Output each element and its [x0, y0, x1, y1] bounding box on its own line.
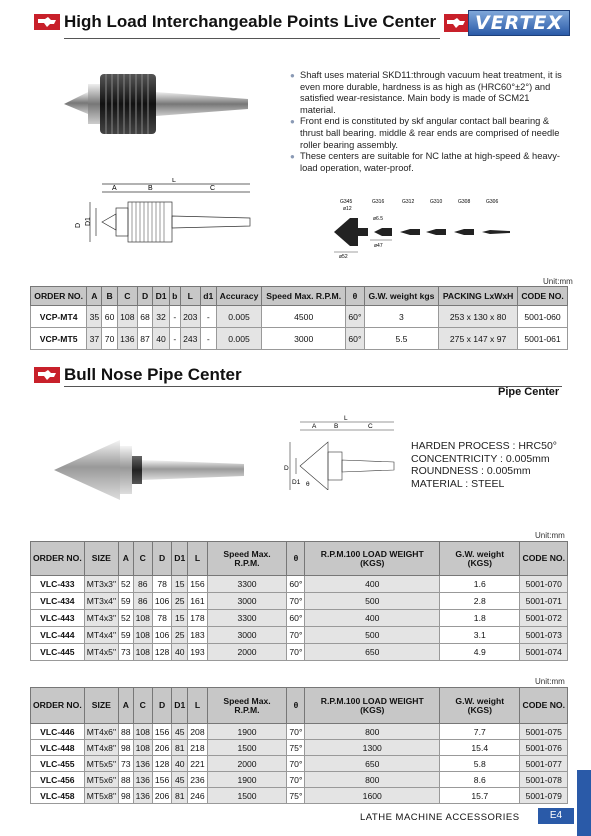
- cell: 4500: [262, 306, 346, 328]
- cell: 88: [119, 724, 134, 740]
- section-subtitle: Pipe Center: [498, 386, 560, 398]
- cell: 73: [119, 644, 134, 661]
- cell: 32: [153, 306, 170, 328]
- dim-label-b: B: [148, 185, 153, 192]
- table-row: [31, 772, 568, 788]
- dim-label-d: D: [75, 222, 82, 228]
- col-header: θ: [287, 542, 305, 576]
- cell: 136: [133, 788, 152, 804]
- table-header-row: [31, 542, 568, 576]
- cell: 178: [188, 610, 207, 627]
- cell: 98: [119, 788, 134, 804]
- table-row: [31, 627, 568, 644]
- cell: 5001-071: [520, 593, 568, 610]
- cell: 2.8: [440, 593, 520, 610]
- cell: 236: [188, 772, 207, 788]
- dim-label: ø47: [374, 243, 383, 249]
- table-row: [31, 576, 568, 593]
- cell: VLC-446: [31, 724, 85, 740]
- cell: 78: [152, 576, 171, 593]
- col-header: b: [169, 287, 180, 306]
- cell: 68: [137, 306, 152, 328]
- dim-label-a: A: [112, 185, 117, 192]
- point-label: G312: [402, 199, 415, 205]
- live-center-photo: [58, 62, 258, 142]
- unit-label: Unit:mm: [535, 677, 565, 686]
- cell: 52: [119, 576, 134, 593]
- page-header: [34, 12, 436, 32]
- cell: MT3x3": [84, 576, 118, 593]
- table-header-row: [31, 688, 568, 724]
- cell: 5001-073: [520, 627, 568, 644]
- unit-label: Unit:mm: [535, 531, 565, 540]
- cell: 60°: [345, 328, 364, 350]
- cell: 60°: [287, 610, 305, 627]
- col-header: A: [119, 688, 134, 724]
- cell: 156: [188, 576, 207, 593]
- col-header: G.W. weight (KGS): [440, 688, 520, 724]
- cell: 70: [102, 328, 117, 350]
- cell: -: [200, 306, 216, 328]
- cell: VLC-433: [31, 576, 85, 593]
- table-header-row: [31, 287, 568, 306]
- cell: 98: [119, 740, 134, 756]
- spec-item: CONCENTRICITY : 0.005mm: [411, 452, 550, 465]
- cell: 45: [172, 772, 188, 788]
- cell: 108: [133, 740, 152, 756]
- cell: 60°: [345, 306, 364, 328]
- dim-label-b: B: [334, 423, 339, 430]
- cell: 70°: [287, 756, 305, 772]
- cell: 5001-077: [520, 756, 568, 772]
- cell: 275 x 147 x 97: [439, 328, 518, 350]
- points-drawing: [326, 196, 526, 260]
- dim-label-l: L: [172, 178, 176, 184]
- table-row: [31, 644, 568, 661]
- brand-flag-icon: [34, 14, 60, 30]
- cell: MT4x5": [84, 644, 118, 661]
- col-header: θ: [287, 688, 305, 724]
- cell: -: [169, 306, 180, 328]
- cell: 15.7: [440, 788, 520, 804]
- cell: 1600: [305, 788, 440, 804]
- col-header: R.P.M.100 LOAD WEIGHT (KGS): [305, 542, 440, 576]
- cell: 650: [305, 644, 440, 661]
- col-header: A: [87, 287, 102, 306]
- dim-label: ø52: [339, 254, 348, 260]
- cell: MT5x5": [84, 756, 118, 772]
- col-header: L: [188, 542, 207, 576]
- table-row: [31, 328, 568, 350]
- bull-nose-photo: [50, 436, 250, 506]
- cell: 52: [119, 610, 134, 627]
- cell: 5001-079: [520, 788, 568, 804]
- cell: 2000: [207, 644, 287, 661]
- cell: 5001-060: [518, 306, 568, 328]
- col-header: Speed Max. R.P.M.: [207, 542, 287, 576]
- cell: 108: [133, 610, 152, 627]
- col-header: ORDER NO.: [31, 287, 87, 306]
- table-row: [31, 306, 568, 328]
- cell: 0.005: [216, 306, 262, 328]
- cell: 5001-072: [520, 610, 568, 627]
- cell: 59: [119, 627, 134, 644]
- cell: 136: [133, 772, 152, 788]
- cell: 78: [152, 610, 171, 627]
- cell: 1900: [207, 772, 287, 788]
- cell: 3000: [207, 593, 287, 610]
- table-row: [31, 610, 568, 627]
- cell: MT4x6": [84, 724, 118, 740]
- col-header: CODE NO.: [520, 542, 568, 576]
- cell: 60: [102, 306, 117, 328]
- col-header: Speed Max. R.P.M.: [207, 688, 287, 724]
- col-header: Accuracy: [216, 287, 262, 306]
- cell: 5001-074: [520, 644, 568, 661]
- cell: 800: [305, 772, 440, 788]
- feature-list: [290, 70, 562, 174]
- col-header: D1: [172, 688, 188, 724]
- dim-label: ø12: [343, 206, 352, 212]
- dim-label-c: C: [210, 185, 216, 192]
- cell: 208: [188, 724, 207, 740]
- cell: 108: [133, 644, 152, 661]
- cell: VLC-444: [31, 627, 85, 644]
- cell: 70°: [287, 772, 305, 788]
- cell: 5001-076: [520, 740, 568, 756]
- cell: 203: [180, 306, 200, 328]
- cell: MT4x3": [84, 610, 118, 627]
- cell: VLC-443: [31, 610, 85, 627]
- col-header: A: [119, 542, 134, 576]
- cell: 2000: [207, 756, 287, 772]
- bull-nose-table-2: [30, 687, 568, 804]
- cell: 35: [87, 306, 102, 328]
- col-header: L: [180, 287, 200, 306]
- point-label: G308: [458, 199, 471, 205]
- dim-label-d1: D1: [292, 479, 301, 486]
- cell: 3000: [207, 627, 287, 644]
- cell: 500: [305, 593, 440, 610]
- cell: -: [169, 328, 180, 350]
- cell: 40: [153, 328, 170, 350]
- spec-list: [411, 440, 557, 490]
- cell: MT4x4": [84, 627, 118, 644]
- col-header: d1: [200, 287, 216, 306]
- cell: 243: [180, 328, 200, 350]
- cell: 81: [172, 788, 188, 804]
- cell: 136: [117, 328, 137, 350]
- cell: 5.8: [440, 756, 520, 772]
- col-header: R.P.M.100 LOAD WEIGHT (KGS): [305, 688, 440, 724]
- col-header: G.W. weight (KGS): [440, 542, 520, 576]
- cell: 218: [188, 740, 207, 756]
- page-number: E4: [538, 808, 574, 824]
- cell: 15: [172, 610, 188, 627]
- cell: 1300: [305, 740, 440, 756]
- cell: VCP-MT4: [31, 306, 87, 328]
- section-header: [34, 365, 242, 385]
- cell: 15.4: [440, 740, 520, 756]
- bull-nose-table-1: [30, 541, 568, 661]
- cell: 1.8: [440, 610, 520, 627]
- footer-text: LATHE MACHINE ACCESSORIES: [360, 812, 520, 823]
- unit-label: Unit:mm: [543, 277, 573, 286]
- cell: 500: [305, 627, 440, 644]
- cell: 1900: [207, 724, 287, 740]
- cell: 246: [188, 788, 207, 804]
- cell: 206: [152, 740, 171, 756]
- cell: MT4x8": [84, 740, 118, 756]
- spec-item: MATERIAL : STEEL: [411, 477, 505, 490]
- cell: 5001-078: [520, 772, 568, 788]
- cell: 206: [152, 788, 171, 804]
- col-header: D: [152, 542, 171, 576]
- cell: MT5x6": [84, 772, 118, 788]
- col-header: C: [133, 542, 152, 576]
- col-header: SIZE: [84, 542, 118, 576]
- table-row: [31, 724, 568, 740]
- cell: 40: [172, 756, 188, 772]
- cell: 87: [137, 328, 152, 350]
- cell: 5001-070: [520, 576, 568, 593]
- cell: 108: [117, 306, 137, 328]
- feature-item: ● Shaft uses material SKD11:through vacuum heat treatment, it is even more durable, hardness is as high as (HRC60°±2°) and satisfied wear-resistance. Main body is made of SCM21 material.: [290, 70, 562, 116]
- dim-label-d1: D1: [85, 217, 92, 226]
- cell: 5001-061: [518, 328, 568, 350]
- brand-name: VERTEX: [468, 10, 570, 36]
- cell: 4.9: [440, 644, 520, 661]
- cell: 253 x 130 x 80: [439, 306, 518, 328]
- col-header: L: [188, 688, 207, 724]
- cell: 5.5: [364, 328, 438, 350]
- section-title: Bull Nose Pipe Center: [64, 365, 242, 384]
- col-header: D1: [153, 287, 170, 306]
- cell: VLC-448: [31, 740, 85, 756]
- col-header: θ: [345, 287, 364, 306]
- cell: 1500: [207, 788, 287, 804]
- cell: 86: [133, 593, 152, 610]
- cell: 108: [133, 627, 152, 644]
- cell: 128: [152, 644, 171, 661]
- cell: 25: [172, 593, 188, 610]
- cell: 3: [364, 306, 438, 328]
- cell: 183: [188, 627, 207, 644]
- cell: 7.7: [440, 724, 520, 740]
- col-header: Speed Max. R.P.M.: [262, 287, 346, 306]
- cell: 73: [119, 756, 134, 772]
- cell: 75°: [287, 788, 305, 804]
- brand-logo: [444, 10, 570, 36]
- cell: 156: [152, 724, 171, 740]
- cell: 3300: [207, 576, 287, 593]
- cell: 5001-075: [520, 724, 568, 740]
- cell: VLC-458: [31, 788, 85, 804]
- spec-item: ROUNDNESS : 0.005mm: [411, 465, 531, 478]
- col-header: D1: [172, 542, 188, 576]
- cell: -: [200, 328, 216, 350]
- cell: 0.005: [216, 328, 262, 350]
- cell: 70°: [287, 724, 305, 740]
- live-center-drawing: [72, 178, 257, 250]
- cell: 70°: [287, 627, 305, 644]
- cell: 800: [305, 724, 440, 740]
- cell: VLC-434: [31, 593, 85, 610]
- page-title: High Load Interchangeable Points Live Center: [64, 12, 437, 31]
- dim-label-theta: θ: [306, 481, 310, 488]
- live-center-table: [30, 286, 568, 350]
- cell: MT5x8": [84, 788, 118, 804]
- col-header: ORDER NO.: [31, 542, 85, 576]
- brand-flag-icon: [444, 14, 468, 32]
- point-label: G316: [372, 199, 385, 205]
- feature-item: ● These centers are suitable for NC lathe at high-speed & heavy-load operation, water-proof.: [290, 151, 562, 174]
- table-row: [31, 788, 568, 804]
- brand-flag-icon: [34, 367, 60, 383]
- dim-label-d: D: [284, 465, 289, 472]
- col-header: C: [117, 287, 137, 306]
- col-header: SIZE: [84, 688, 118, 724]
- cell: 221: [188, 756, 207, 772]
- cell: 3300: [207, 610, 287, 627]
- feature-item: ● Front end is constituted by skf angular contact ball bearing & thrust ball bearing. middle & rear ends are comprised of needle roller bearing assembly.: [290, 116, 562, 151]
- col-header: G.W. weight kgs: [364, 287, 438, 306]
- cell: 40: [172, 644, 188, 661]
- bull-nose-drawing: [282, 414, 400, 490]
- cell: 136: [133, 756, 152, 772]
- table-row: [31, 740, 568, 756]
- cell: 106: [152, 627, 171, 644]
- cell: 193: [188, 644, 207, 661]
- cell: 70°: [287, 644, 305, 661]
- dim-label-a: A: [312, 423, 317, 430]
- cell: 400: [305, 576, 440, 593]
- edge-tab: [577, 770, 591, 836]
- cell: 15: [172, 576, 188, 593]
- col-header: PACKING LxWxH: [439, 287, 518, 306]
- cell: 3000: [262, 328, 346, 350]
- cell: 161: [188, 593, 207, 610]
- spec-item: HARDEN PROCESS : HRC50°: [411, 440, 557, 452]
- cell: VLC-456: [31, 772, 85, 788]
- dim-label-l: L: [344, 415, 348, 422]
- cell: 128: [152, 756, 171, 772]
- col-header: D: [137, 287, 152, 306]
- dim-label: ø6.5: [373, 216, 384, 222]
- cell: 650: [305, 756, 440, 772]
- cell: 70°: [287, 593, 305, 610]
- cell: 59: [119, 593, 134, 610]
- col-header: B: [102, 287, 117, 306]
- col-header: D: [152, 688, 171, 724]
- cell: VLC-455: [31, 756, 85, 772]
- col-header: ORDER NO.: [31, 688, 85, 724]
- cell: 25: [172, 627, 188, 644]
- col-header: CODE NO.: [518, 287, 568, 306]
- cell: 45: [172, 724, 188, 740]
- cell: 88: [119, 772, 134, 788]
- cell: 1500: [207, 740, 287, 756]
- col-header: CODE NO.: [520, 688, 568, 724]
- table-row: [31, 593, 568, 610]
- cell: 106: [152, 593, 171, 610]
- cell: 75°: [287, 740, 305, 756]
- col-header: C: [133, 688, 152, 724]
- point-label: G306: [486, 199, 499, 205]
- cell: 37: [87, 328, 102, 350]
- section-underline: [64, 386, 562, 387]
- cell: 3.1: [440, 627, 520, 644]
- point-label: G310: [430, 199, 443, 205]
- cell: 108: [133, 724, 152, 740]
- cell: 60°: [287, 576, 305, 593]
- cell: 8.6: [440, 772, 520, 788]
- cell: 81: [172, 740, 188, 756]
- dim-label-c: C: [368, 423, 373, 430]
- cell: VCP-MT5: [31, 328, 87, 350]
- table-row: [31, 756, 568, 772]
- cell: 86: [133, 576, 152, 593]
- cell: 156: [152, 772, 171, 788]
- cell: VLC-445: [31, 644, 85, 661]
- cell: 1.6: [440, 576, 520, 593]
- cell: 400: [305, 610, 440, 627]
- point-label: G345: [340, 199, 353, 205]
- cell: MT3x4": [84, 593, 118, 610]
- title-underline: [64, 38, 440, 39]
